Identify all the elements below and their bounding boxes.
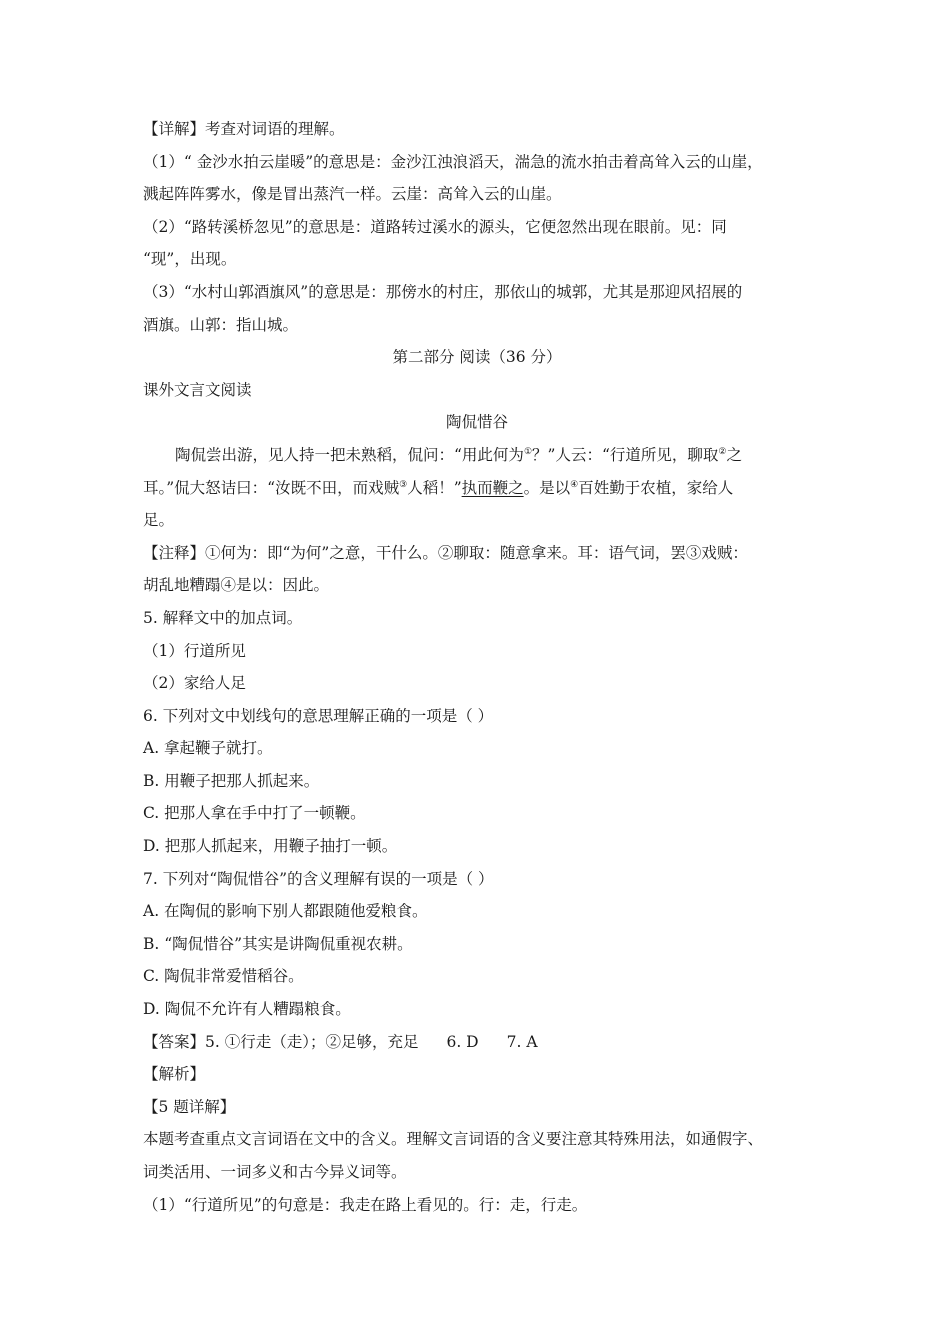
detail-line: 酒旗。山郭：指山城。 (143, 315, 299, 334)
part-title: 第二部分 阅读（36 分） (392, 348, 562, 367)
passage-line-2 (143, 472, 811, 505)
answer-6: 6. D (446, 1032, 479, 1051)
note-marker: ③ (399, 479, 408, 490)
detail-heading: 【详解】考查对词语的理解。 (143, 120, 345, 138)
passage-text: 百姓勤于农植，家给人 (578, 478, 734, 497)
notes-line: 胡乱地糟蹋④是以：因此。 (143, 576, 330, 595)
detail-line: “现”，出现。 (143, 250, 237, 269)
question-5-item: （2）家给人足 (143, 674, 246, 693)
note-marker: ① (523, 446, 533, 457)
note-marker: ② (718, 446, 727, 457)
passage-line-3: 足。 (143, 511, 175, 530)
option-d: D. 陶侃不允许有人糟蹋粮食。 (143, 1000, 351, 1019)
analysis-heading: 【解析】 (143, 1065, 206, 1084)
option-d: D. 把那人抓起来，用鞭子抽打一顿。 (143, 837, 398, 856)
question-6: 6. 下列对文中划线句的意思理解正确的一项是（ ） (143, 706, 494, 725)
underlined-sentence: 执而鞭之 (461, 478, 524, 497)
note-marker: ④ (570, 479, 579, 490)
explanation-line: 词类活用、一词多义和古今异义词等。 (143, 1163, 407, 1181)
answer-line (143, 1026, 811, 1059)
detail-line: （2）“路转溪桥忽见”的意思是：道路转过溪水的源头，它便忽然出现在眼前。见：同 (143, 217, 727, 236)
question-5-item: （1）行道所见 (143, 641, 246, 660)
passage-text: 陶侃尝出游，见人持一把未熟稻，侃问：“用此何为 (175, 445, 524, 464)
answer-5: 【答案】5. ①行走（走）；②足够，充足 (143, 1032, 419, 1051)
detail-line: （3）“水村山郭酒旗风”的意思是：那傍水的村庄，那依山的城郭，尤其是那迎风招展的 (143, 282, 743, 301)
option-a: A. 拿起鞭子就打。 (143, 739, 273, 758)
answer-7: 7. A (506, 1032, 538, 1051)
passage-text: 人稻！” (407, 478, 462, 497)
notes-line: 【注释】①何为：即“为何”之意，干什么。②聊取：随意拿来。耳：语气词，罢③戏贼： (143, 543, 748, 562)
passage-line-1 (143, 439, 811, 472)
explanation-line: 本题考查重点文言词语在文中的含义。理解文言词语的含义要注意其特殊用法，如通假字、 (143, 1130, 764, 1149)
passage-text: 。是以 (523, 478, 571, 497)
option-b: B. 用鞭子把那人抓起来。 (143, 771, 320, 790)
passage-text: 之 (726, 445, 742, 464)
option-b: B. “陶侃惜谷”其实是讲陶侃重视农耕。 (143, 934, 413, 953)
document-page (143, 113, 811, 1221)
detail-line: 溅起阵阵雾水，像是冒出蒸汽一样。云崖：高耸入云的山崖。 (143, 185, 562, 204)
option-c: C. 陶侃非常爱惜稻谷。 (143, 967, 304, 986)
question-5: 5. 解释文中的加点词。 (143, 608, 303, 627)
section-title: 课外文言文阅读 (143, 380, 252, 399)
option-a: A. 在陶侃的影响下别人都跟随他爱粮食。 (143, 902, 428, 921)
detail-line: （1）“ 金沙水拍云崖暖”的意思是：金沙江浊浪滔天，湍急的流水拍击着高耸入云的山崖， (143, 152, 763, 171)
explanation-line: （1）“行道所见”的句意是：我走在路上看见的。行：走，行走。 (143, 1195, 588, 1214)
passage-text: ？”人云：“行道所见，聊取 (532, 445, 719, 464)
question-7: 7. 下列对“陶侃惜谷”的含义理解有误的一项是（ ） (143, 869, 494, 888)
passage-title: 陶侃惜谷 (445, 413, 508, 432)
passage-text: 耳。”侃大怒诘曰：“汝既不田，而戏贼 (143, 478, 400, 497)
q5-detail-heading: 【5 题详解】 (143, 1097, 236, 1116)
option-c: C. 把那人拿在手中打了一顿鞭。 (143, 804, 366, 823)
